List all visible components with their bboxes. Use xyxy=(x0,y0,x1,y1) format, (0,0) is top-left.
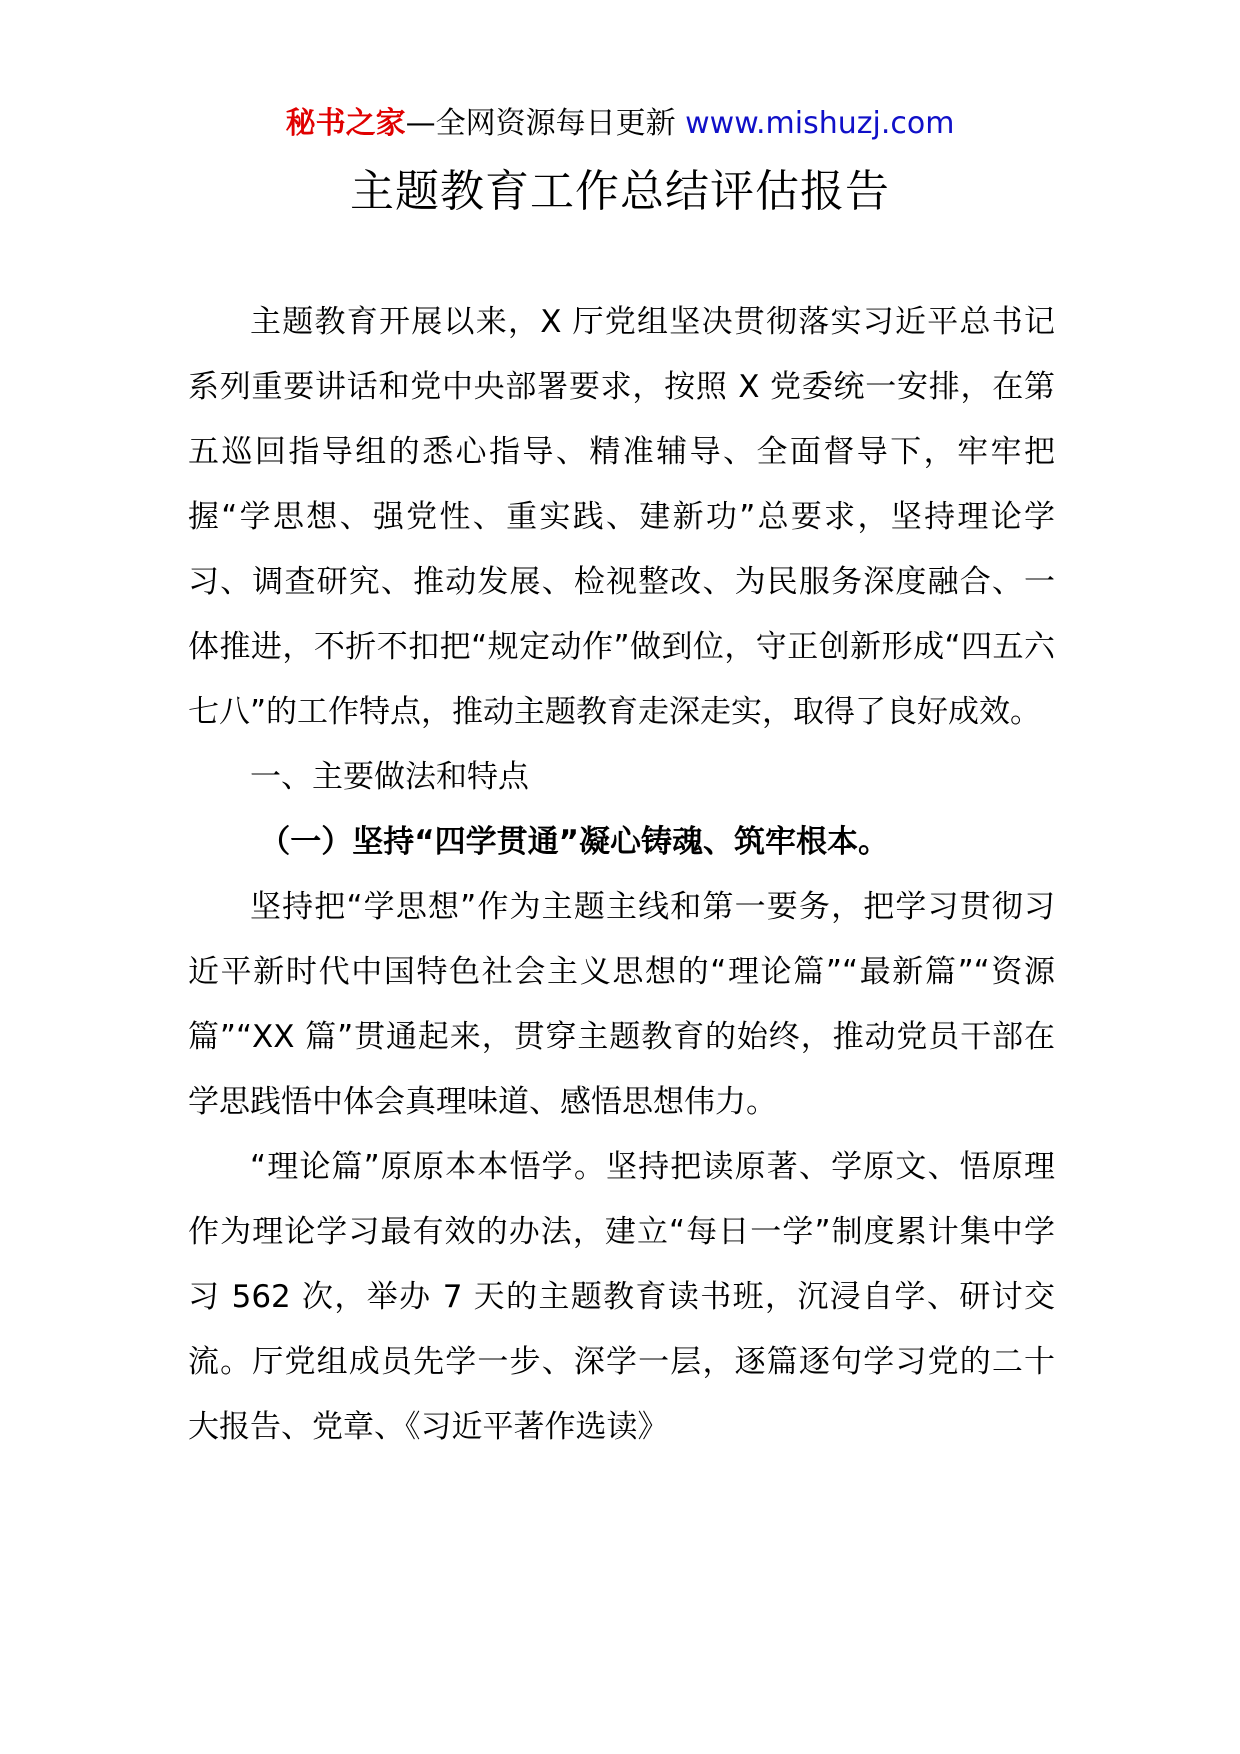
document-title: 主题教育工作总结评估报告 xyxy=(350,166,890,217)
body-paragraph: “理论篇”原原本本悟学。坚持把读原著、学原文、悟原理作为理论学习最有效的办法，建立“每日一学”制度累计集中学习 562 次，举办 7 天的主题教育读书班，沉浸自学、研讨交流。厅党组成员先学一步、深学一层，逐篇逐句学习党的二十大报告、党章、《习近平著作选读》 xyxy=(188,1149,1055,1445)
site-name: 秘书之家 xyxy=(285,106,406,141)
intro-paragraph: 主题教育开展以来，X 厅党组坚决贯彻落实习近平总书记系列重要讲话和党中央部署要求，按照 X 党委统一安排，在第五巡回指导组的悉心指导、精准辅导、全面督导下，牢牢把握“学思想、强党性、重实践、建新功”总要求，坚持理论学习、调查研究、推动发展、检视整改、为民服务深度融合、一体推进，不折不扣把“规定动作”做到位，守正创新形成“四五六七八”的工作特点，推动主题教育走深走实，取得了良好成效。 xyxy=(188,304,1055,730)
subsection-heading: （一）坚持“四学贯通”凝心铸魂、筑牢根本。 xyxy=(259,824,890,860)
document-body xyxy=(188,290,1055,1460)
body-paragraph: 坚持把“学思想”作为主题主线和第一要务，把学习贯彻习近平新时代中国特色社会主义思想的“理论篇”“最新篇”“资源篇”“XX 篇”贯通起来，贯穿主题教育的始终，推动党员干部在学思践悟中体会真理味道、感悟思想伟力。 xyxy=(188,889,1055,1120)
site-url-link[interactable]: www.mishuzj.com xyxy=(685,106,955,141)
section-heading: 一、主要做法和特点 xyxy=(250,759,529,795)
site-tagline: —全网资源每日更新 xyxy=(405,106,686,141)
watermark-header xyxy=(0,104,1240,144)
